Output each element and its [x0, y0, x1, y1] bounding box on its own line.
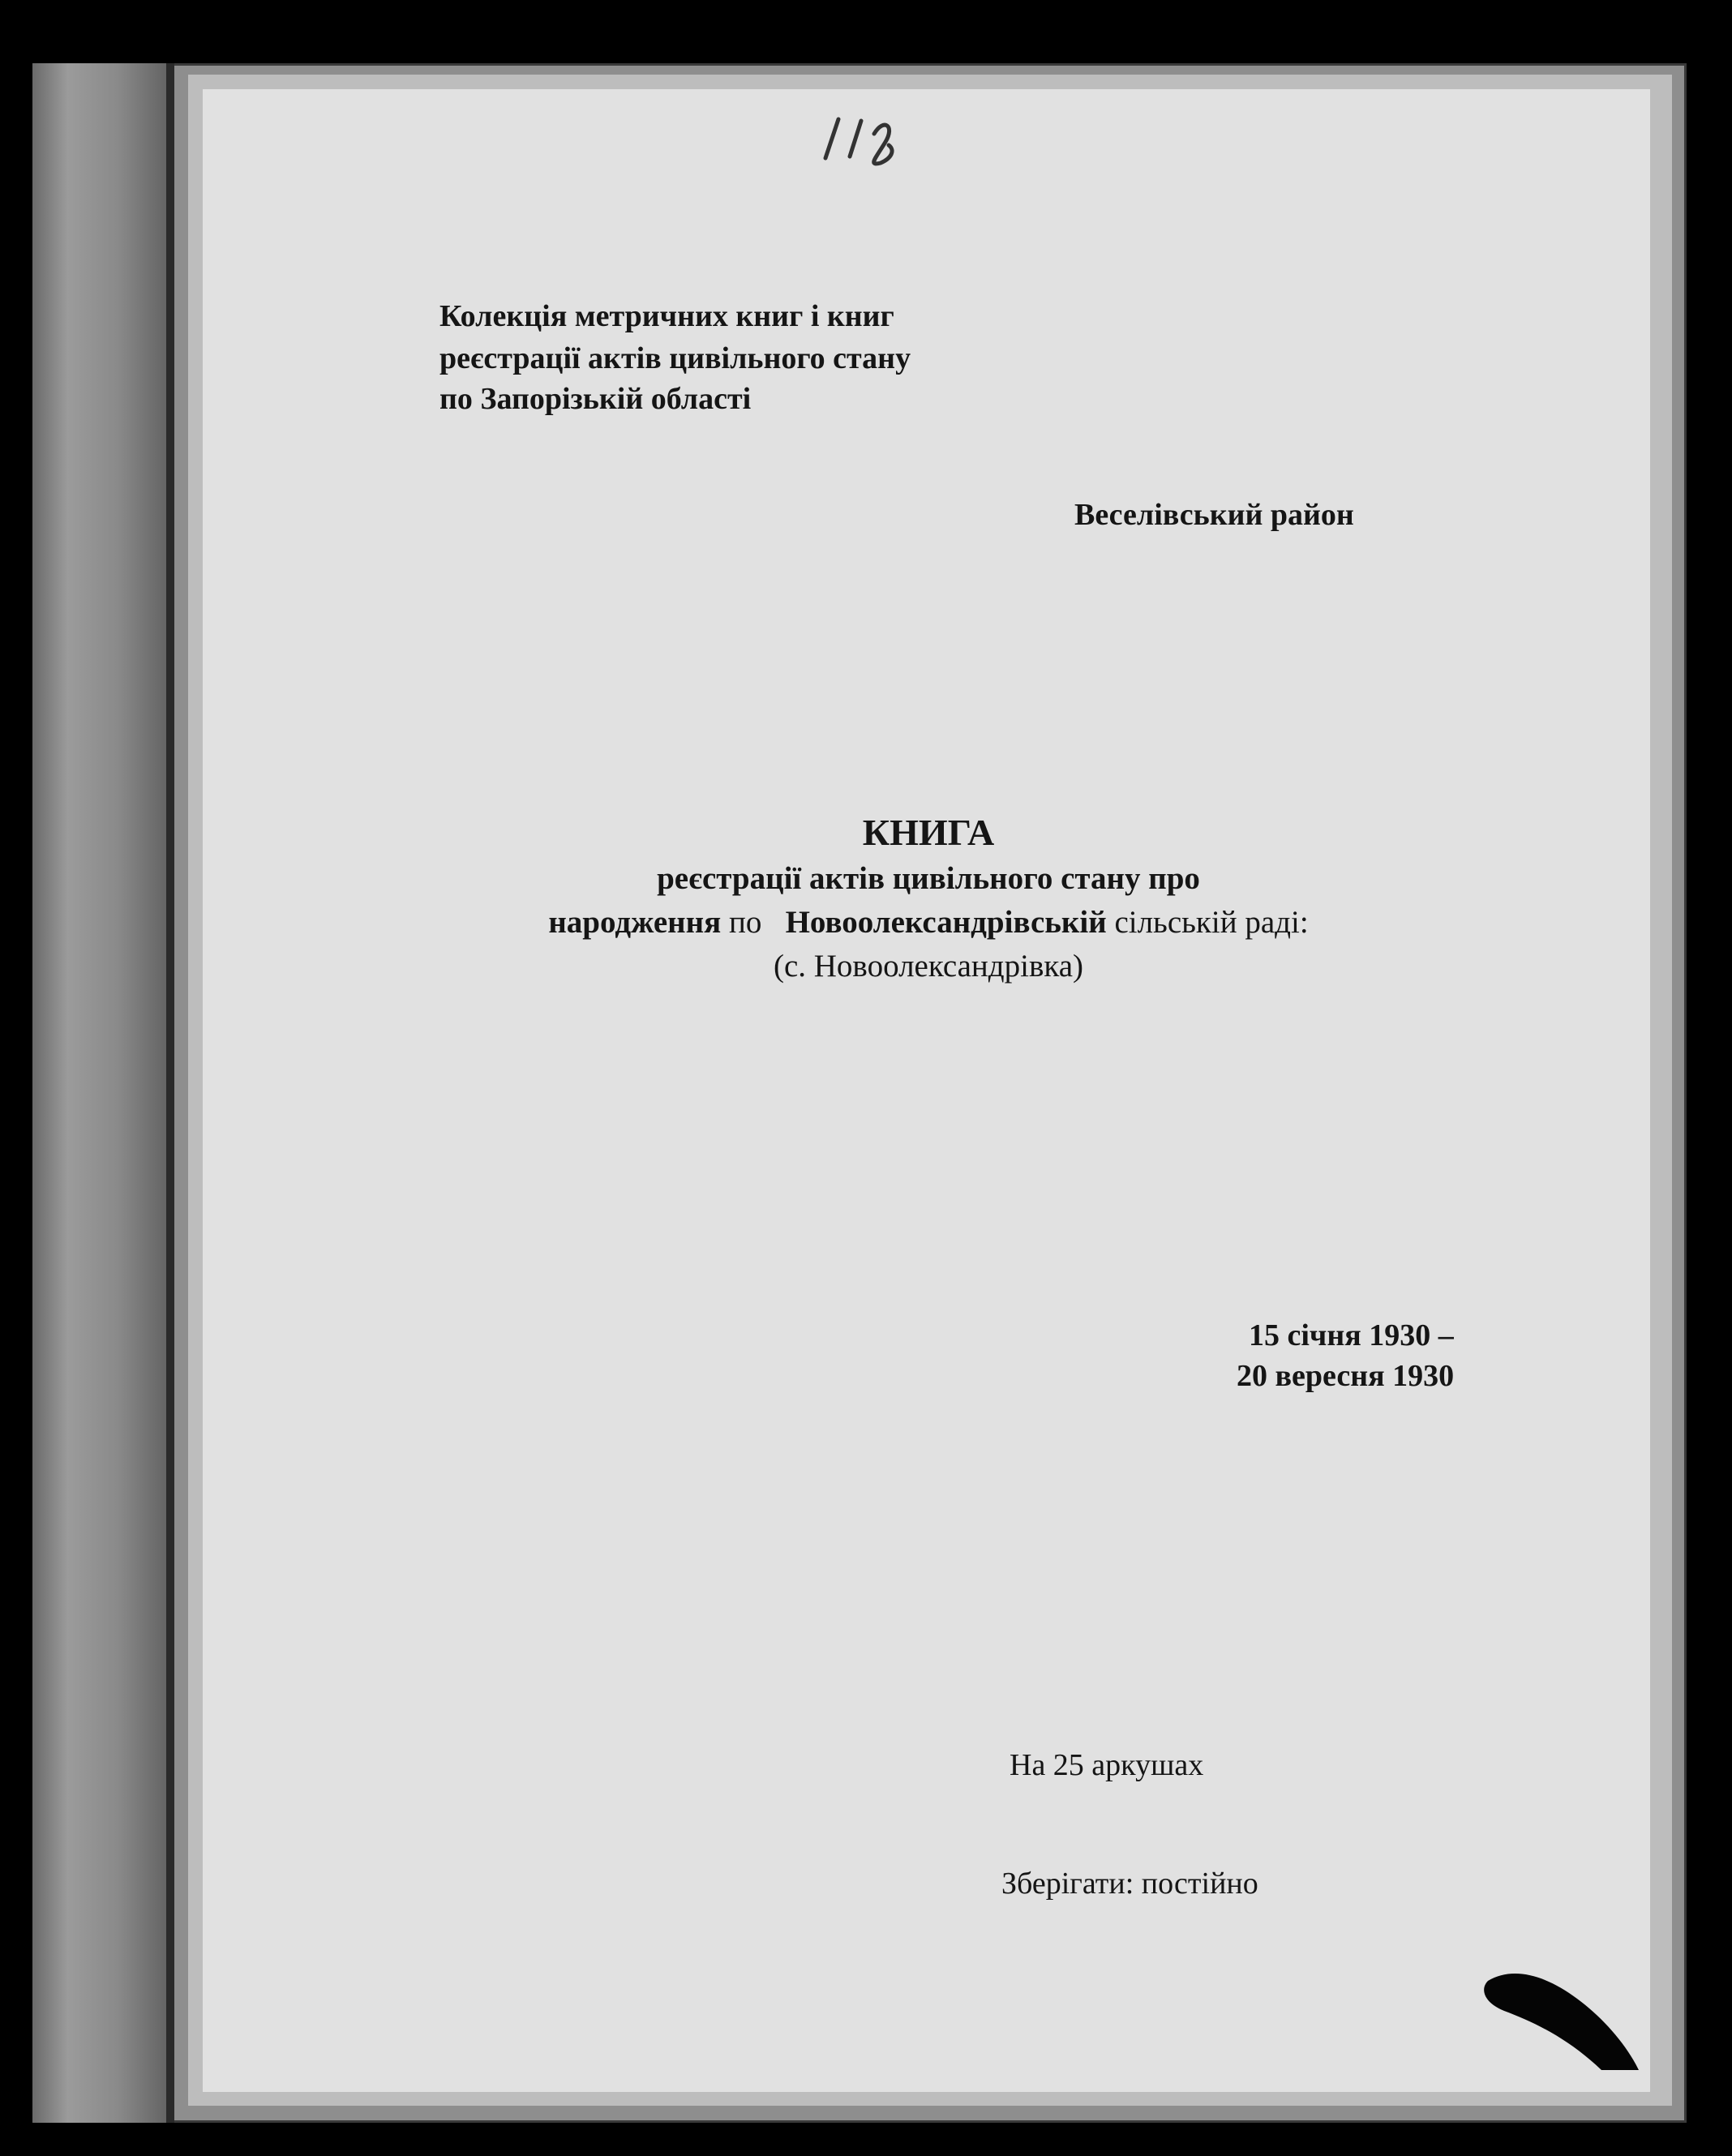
- birth-label: народження: [548, 905, 722, 940]
- sheet-count: На 25 аркушах: [1010, 1748, 1204, 1782]
- collection-line-2: реєстрації актів цивільного стану: [439, 341, 911, 375]
- village-name: (с. Новоолександрівка): [773, 949, 1084, 984]
- handwritten-folio-number: [811, 109, 908, 174]
- district-label: Веселівський район: [1074, 498, 1354, 532]
- collection-line-1: Колекція метричних книг і книг: [439, 299, 894, 333]
- title-page: [203, 89, 1650, 2092]
- spine-seam: [166, 63, 174, 2123]
- book-subtitle: реєстрації актів цивільного стану про: [657, 861, 1200, 896]
- folder-spine: [32, 63, 174, 2123]
- book-heading: КНИГА: [862, 812, 995, 853]
- date-end: 20 вересня 1930: [1237, 1359, 1455, 1393]
- ink-blot: [1480, 1966, 1642, 2072]
- po-word: по: [728, 905, 762, 940]
- date-start: 15 січня 1930 –: [1249, 1318, 1454, 1352]
- collection-line-3: по Запорізькій області: [439, 382, 752, 416]
- council-name: Новоолександрівській: [785, 905, 1107, 940]
- book-birth-line: [357, 902, 1500, 944]
- council-suffix: сільській раді:: [1114, 905, 1309, 940]
- retention-period: Зберігати: постійно: [1001, 1867, 1258, 1901]
